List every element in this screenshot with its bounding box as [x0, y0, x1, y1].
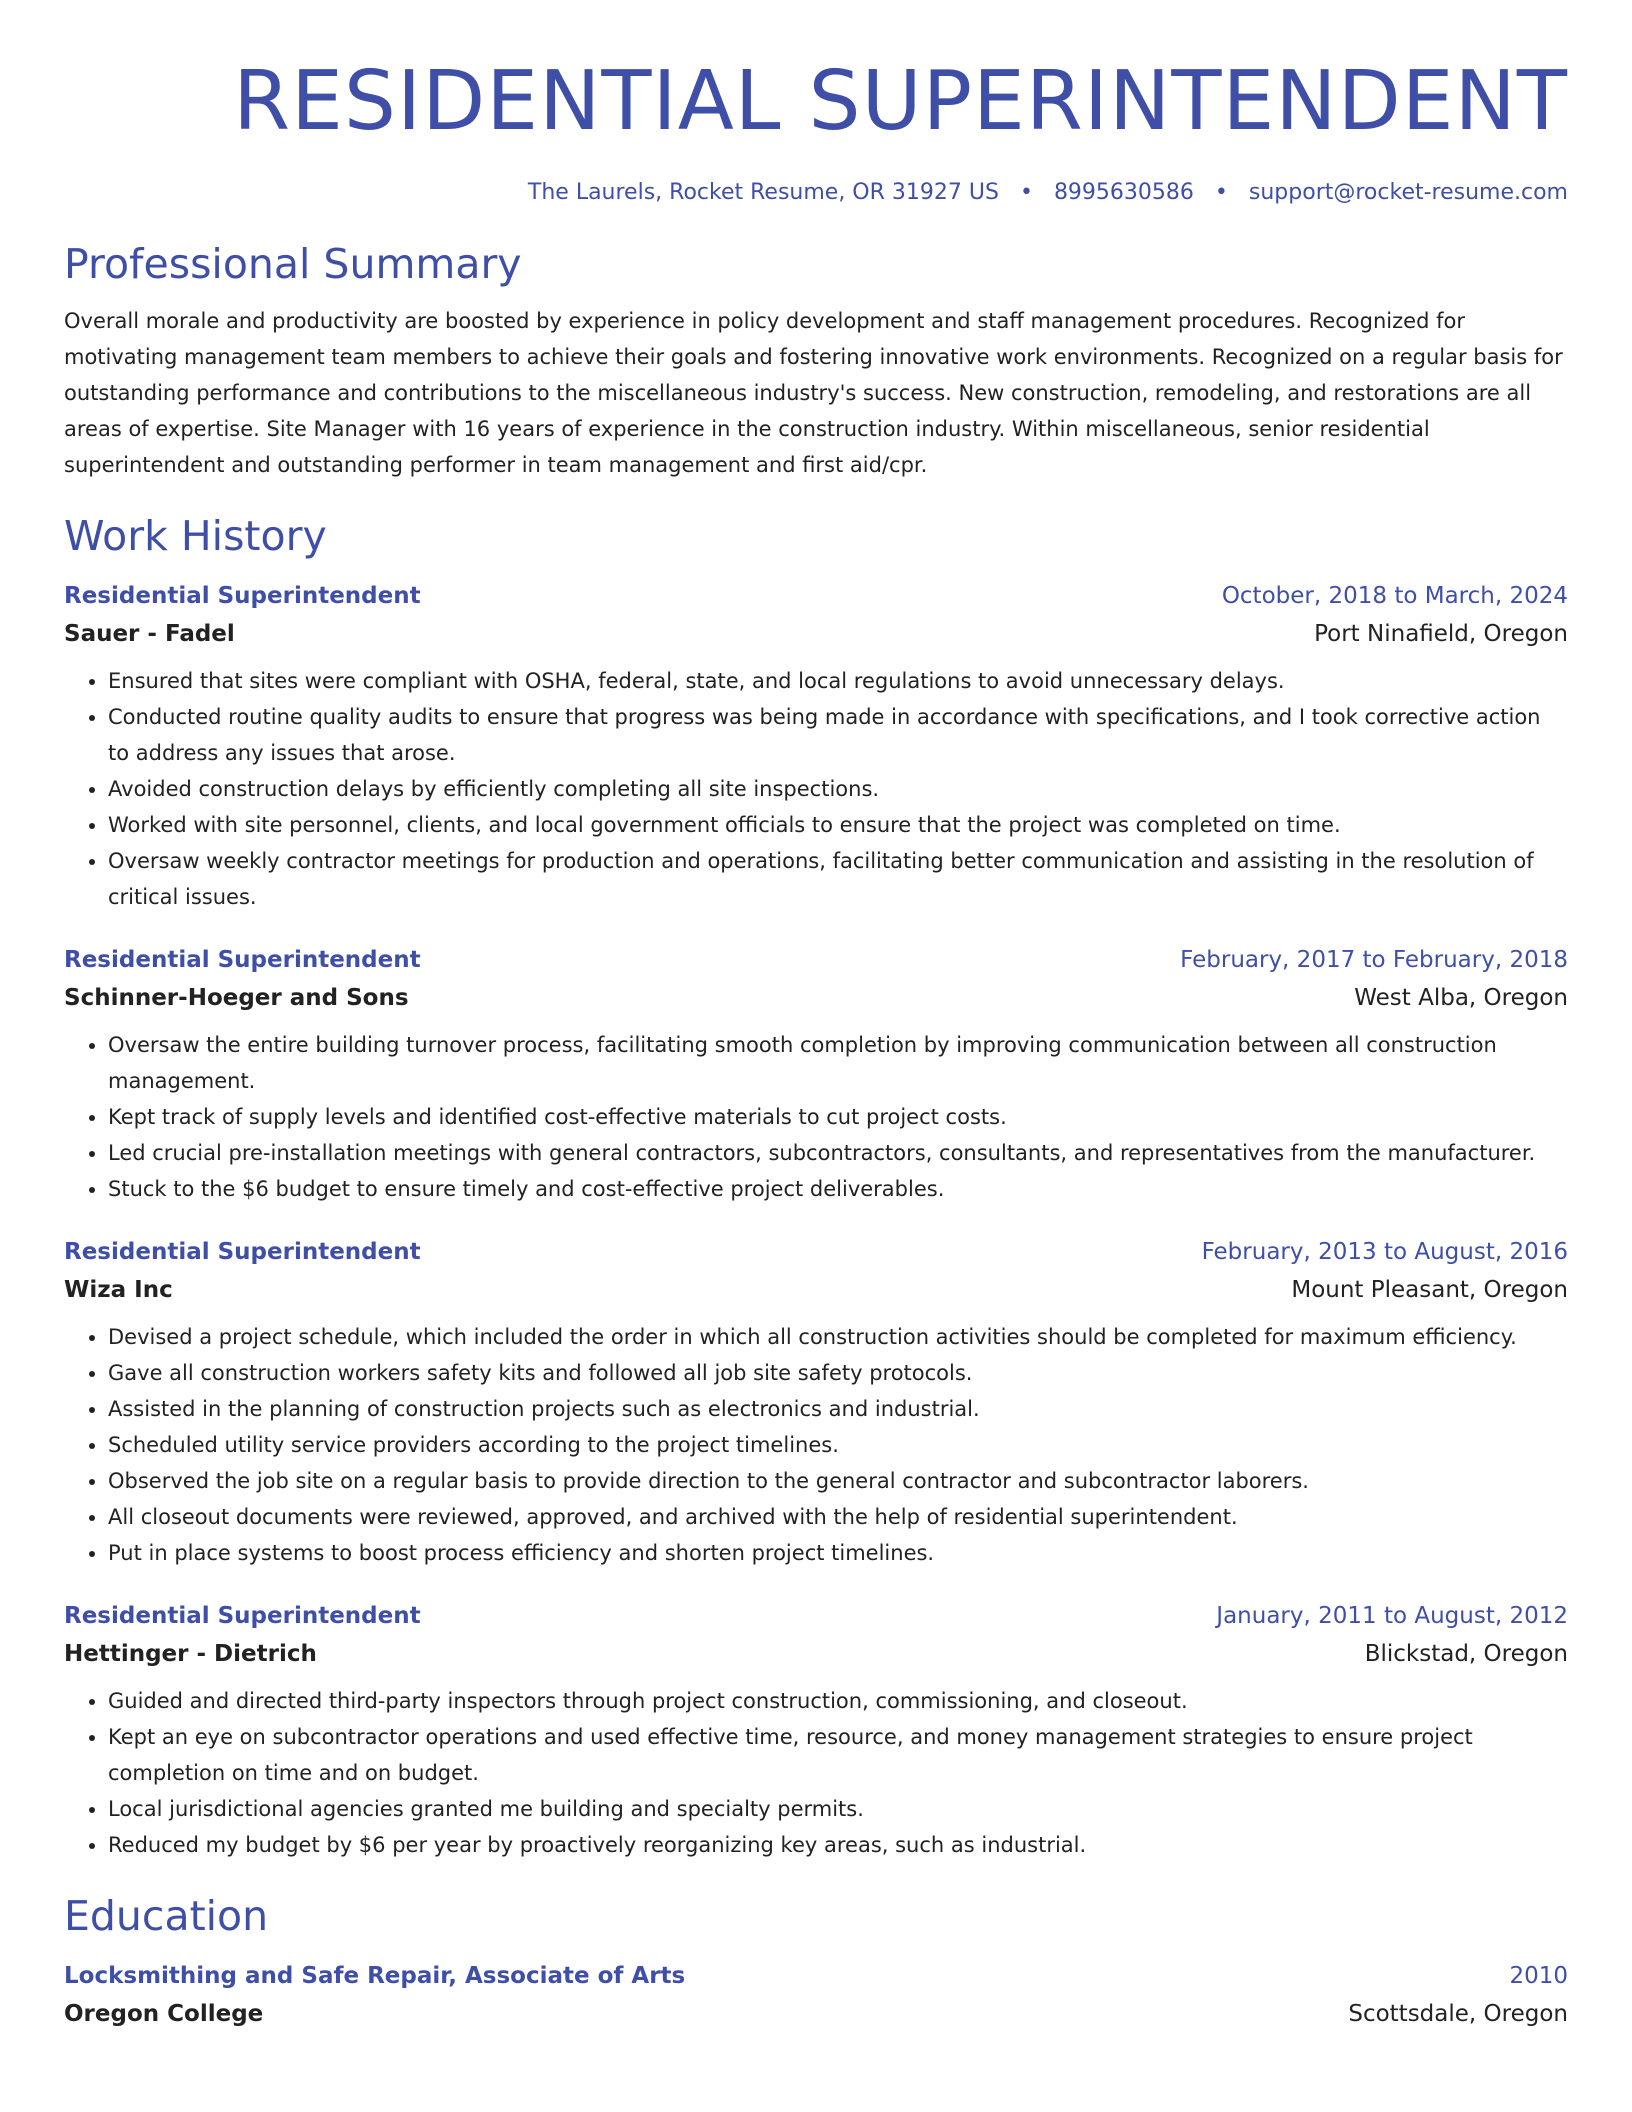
- company-name: Hettinger - Dietrich: [64, 1641, 317, 1667]
- job-bullet: • Conducted routine quality audits to ensure that progress was being made in accordance with specifications, and I took corrective action to address any issues that arose.: [108, 699, 1568, 771]
- job-bullet: • Gave all construction workers safety kits and followed all job site safety protocols.: [108, 1355, 1568, 1391]
- job-bullets: [64, 663, 1568, 915]
- job-entry: [64, 1603, 1568, 1863]
- job-bullets: [64, 1319, 1568, 1571]
- job-location: West Alba, Oregon: [1354, 985, 1568, 1011]
- contact-separator: •: [1214, 180, 1228, 205]
- job-location: Mount Pleasant, Oregon: [1291, 1277, 1568, 1303]
- job-title: Residential Superintendent: [64, 1239, 421, 1265]
- contact-email[interactable]: support@rocket-resume.com: [1248, 180, 1568, 205]
- job-title-row: [64, 1239, 1568, 1265]
- job-bullets: [64, 1027, 1568, 1207]
- job-title-row: [64, 1603, 1568, 1629]
- contact-address: The Laurels, Rocket Resume, OR 31927 US: [527, 180, 999, 205]
- job-bullet: • Stuck to the $6 budget to ensure timely and cost-effective project deliverables.: [108, 1171, 1568, 1207]
- job-bullet: • Oversaw weekly contractor meetings for production and operations, facilitating better communication and assisting in the resolution of critical issues.: [108, 843, 1568, 915]
- job-bullet: • All closeout documents were reviewed, approved, and archived with the help of residential superintendent.: [108, 1499, 1568, 1535]
- job-dates: February, 2017 to February, 2018: [1180, 947, 1568, 973]
- contact-line: [64, 180, 1568, 205]
- job-bullet: • Assisted in the planning of construction projects such as electronics and industrial.: [108, 1391, 1568, 1427]
- company-name: Sauer - Fadel: [64, 621, 235, 647]
- job-title: Residential Superintendent: [64, 947, 421, 973]
- school-row: [64, 2001, 1568, 2027]
- job-bullet: • Led crucial pre-installation meetings with general contractors, subcontractors, consultants, and representatives from the manufacturer.: [108, 1135, 1568, 1171]
- job-bullets: [64, 1683, 1568, 1863]
- job-location: Port Ninafield, Oregon: [1314, 621, 1568, 647]
- job-bullet: • Avoided construction delays by efficiently completing all site inspections.: [108, 771, 1568, 807]
- job-bullet: • Worked with site personnel, clients, and local government officials to ensure that the project was completed on time.: [108, 807, 1568, 843]
- job-entry: [64, 583, 1568, 915]
- education-heading: Education: [64, 1892, 269, 1940]
- job-entry: [64, 1239, 1568, 1571]
- school-location: Scottsdale, Oregon: [1348, 2001, 1568, 2027]
- contact-separator: •: [1019, 180, 1033, 205]
- job-title-row: [64, 947, 1568, 973]
- job-title-row: [64, 583, 1568, 609]
- summary-text: Overall morale and productivity are boosted by experience in policy development and staff management procedures. Recognized for motivating management team members to achieve their goals and fostering innovative work environments. Recognized on a regular basis for outstanding performance and contributions to the miscellaneous industry's success. New construction, remodeling, and restorations are all areas of expertise. Site Manager with 16 years of experience in the construction industry. Within miscellaneous, senior residential superintendent and outstanding performer in team management and first aid/cpr.: [64, 309, 1563, 477]
- education-title-row: [64, 1963, 1568, 1989]
- job-title: Residential Superintendent: [64, 1603, 421, 1629]
- job-bullet: • Observed the job site on a regular basis to provide direction to the general contractor and subcontractor laborers.: [108, 1463, 1568, 1499]
- work-history-heading: Work History: [64, 512, 327, 560]
- job-bullet: • Guided and directed third-party inspectors through project construction, commissioning, and closeout.: [108, 1683, 1568, 1719]
- job-bullet: • Scheduled utility service providers according to the project timelines.: [108, 1427, 1568, 1463]
- candidate-name: RESIDENTIAL SUPERINTENDENT: [233, 54, 1568, 149]
- job-entry: [64, 947, 1568, 1207]
- job-location: Blickstad, Oregon: [1364, 1641, 1568, 1667]
- job-bullet: • Put in place systems to boost process efficiency and shorten project timelines.: [108, 1535, 1568, 1571]
- job-bullet: • Local jurisdictional agencies granted me building and specialty permits.: [108, 1791, 1568, 1827]
- job-bullet: • Reduced my budget by $6 per year by proactively reorganizing key areas, such as industrial.: [108, 1827, 1568, 1863]
- job-bullet: • Kept track of supply levels and identified cost-effective materials to cut project costs.: [108, 1099, 1568, 1135]
- school-name: Oregon College: [64, 2001, 264, 2027]
- job-dates: February, 2013 to August, 2016: [1201, 1239, 1568, 1265]
- education-degree: Locksmithing and Safe Repair, Associate of Arts: [64, 1963, 686, 1989]
- company-row: [64, 985, 1568, 1011]
- company-name: Schinner-Hoeger and Sons: [64, 985, 409, 1011]
- company-row: [64, 1641, 1568, 1667]
- job-bullet: • Ensured that sites were compliant with OSHA, federal, state, and local regulations to avoid unnecessary delays.: [108, 663, 1568, 699]
- job-dates: October, 2018 to March, 2024: [1221, 583, 1568, 609]
- education-entry: [64, 1963, 1568, 2027]
- contact-phone[interactable]: 8995630586: [1053, 180, 1194, 205]
- job-bullet: • Kept an eye on subcontractor operations and used effective time, resource, and money management strategies to ensure project completion on time and on budget.: [108, 1719, 1568, 1791]
- job-bullet: • Oversaw the entire building turnover process, facilitating smooth completion by improving communication between all construction management.: [108, 1027, 1568, 1099]
- job-title: Residential Superintendent: [64, 583, 421, 609]
- job-dates: January, 2011 to August, 2012: [1216, 1603, 1568, 1629]
- company-row: [64, 621, 1568, 647]
- job-bullet: • Devised a project schedule, which included the order in which all construction activities should be completed for maximum efficiency.: [108, 1319, 1568, 1355]
- company-row: [64, 1277, 1568, 1303]
- education-year: 2010: [1509, 1963, 1568, 1989]
- summary-heading: Professional Summary: [64, 240, 522, 288]
- company-name: Wiza Inc: [64, 1277, 173, 1303]
